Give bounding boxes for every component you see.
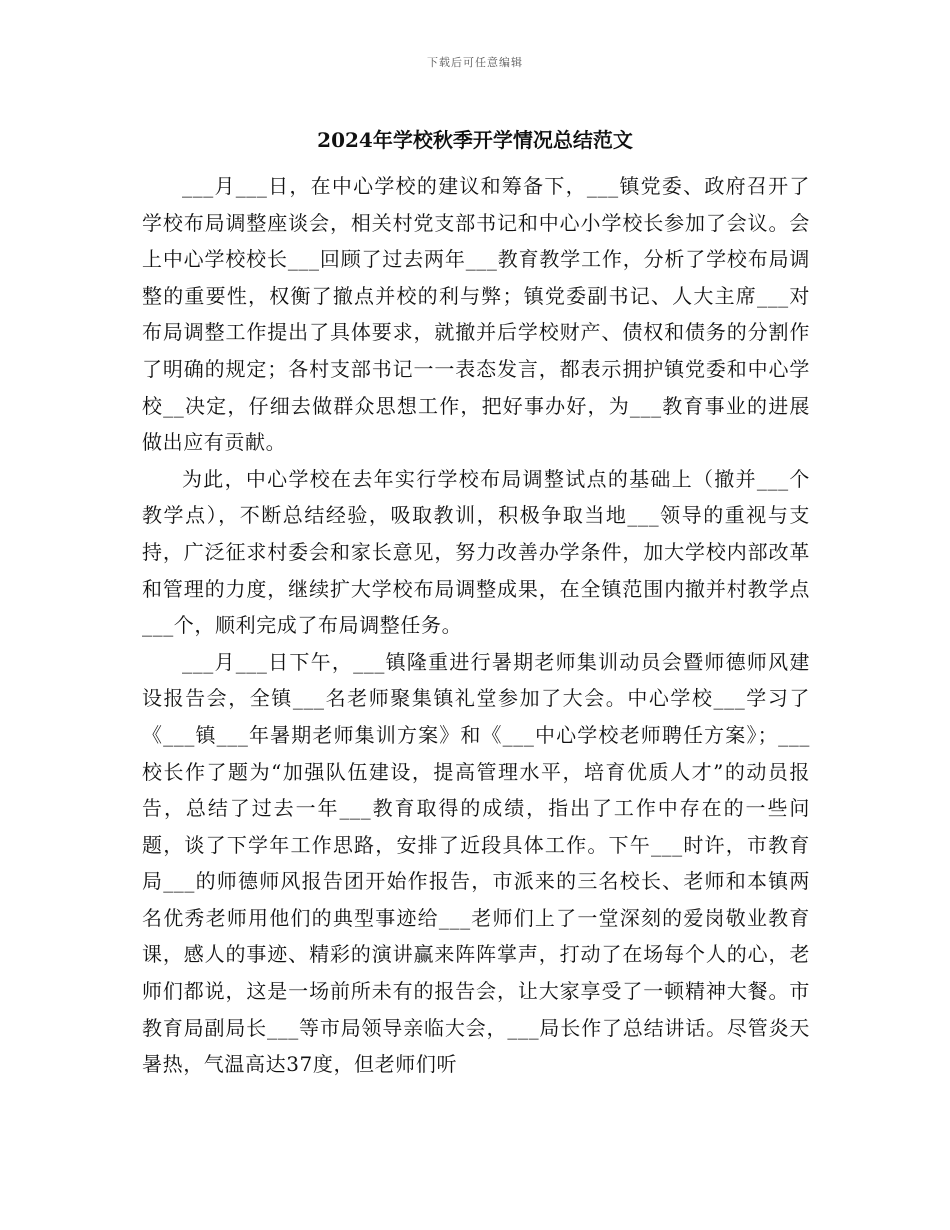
paragraph-2: 为此，中心学校在去年实行学校布局调整试点的基础上（撤并___个教学点），不断总结经验，吸取教训，积极争取当地___领导的重视与支持，广泛征求村委会和家长意见，努力改善办学条件，加大学校内部改革和管理的力度，继续扩大学校布局调整成果，在全镇范围内撤并村教学点___个，顺利完成了布局调整任务。	[142, 466, 810, 638]
header-note: 下载后可任意编辑	[427, 56, 523, 69]
paragraph-1: ___月___日，在中心学校的建议和筹备下，___镇党委、政府召开了学校布局调整座谈会，相关村党支部书记和中心小学校长参加了会议。会上中心学校校长___回顾了过去两年___教育教学工作，分析了学校布局调整的重要性，权衡了撤点并校的利与弊；镇党委副书记、人大主席___对布局调整工作提出了具体要求，就撤并后学校财产、债权和债务的分割作了明确的规定；各村支部书记一一表态发言，都表示拥护镇党委和中心学校__决定，仔细去做群众思想工作，把好事办好，为___教育事业的进展做出应有贡献。	[142, 174, 810, 455]
document-title: 2024年学校秋季开学情况总结范文	[317, 128, 633, 152]
document-body	[142, 168, 810, 1083]
paragraph-3: ___月___日下午，___镇隆重进行暑期老师集训动员会暨师德师风建设报告会，全镇___名老师聚集镇礼堂参加了大会。中心学校___学习了《___镇___年暑期老师集训方案》和《___中心学校老师聘任方案》；___校长作了题为“加强队伍建设，提高管理水平，培育优质人才”的动员报告，总结了过去一年___教育取得的成绩，指出了工作中存在的一些问题，谈了下学年工作思路，安排了近段具体工作。下午___时许，市教育局___的师德师风报告团开始作报告，市派来的三名校长、老师和本镇两名优秀老师用他们的典型事迹给___老师们上了一堂深刻的爱岗敬业教育课，感人的事迹、精彩的演讲赢来阵阵掌声，打动了在场每个人的心，老师们都说，这是一场前所未有的报告会，让大家享受了一顿精神大餐。市教育局副局长___等市局领导亲临大会，___局长作了总结讲话。尽管炎天暑热，气温高达37度，但老师们听	[142, 649, 810, 1077]
